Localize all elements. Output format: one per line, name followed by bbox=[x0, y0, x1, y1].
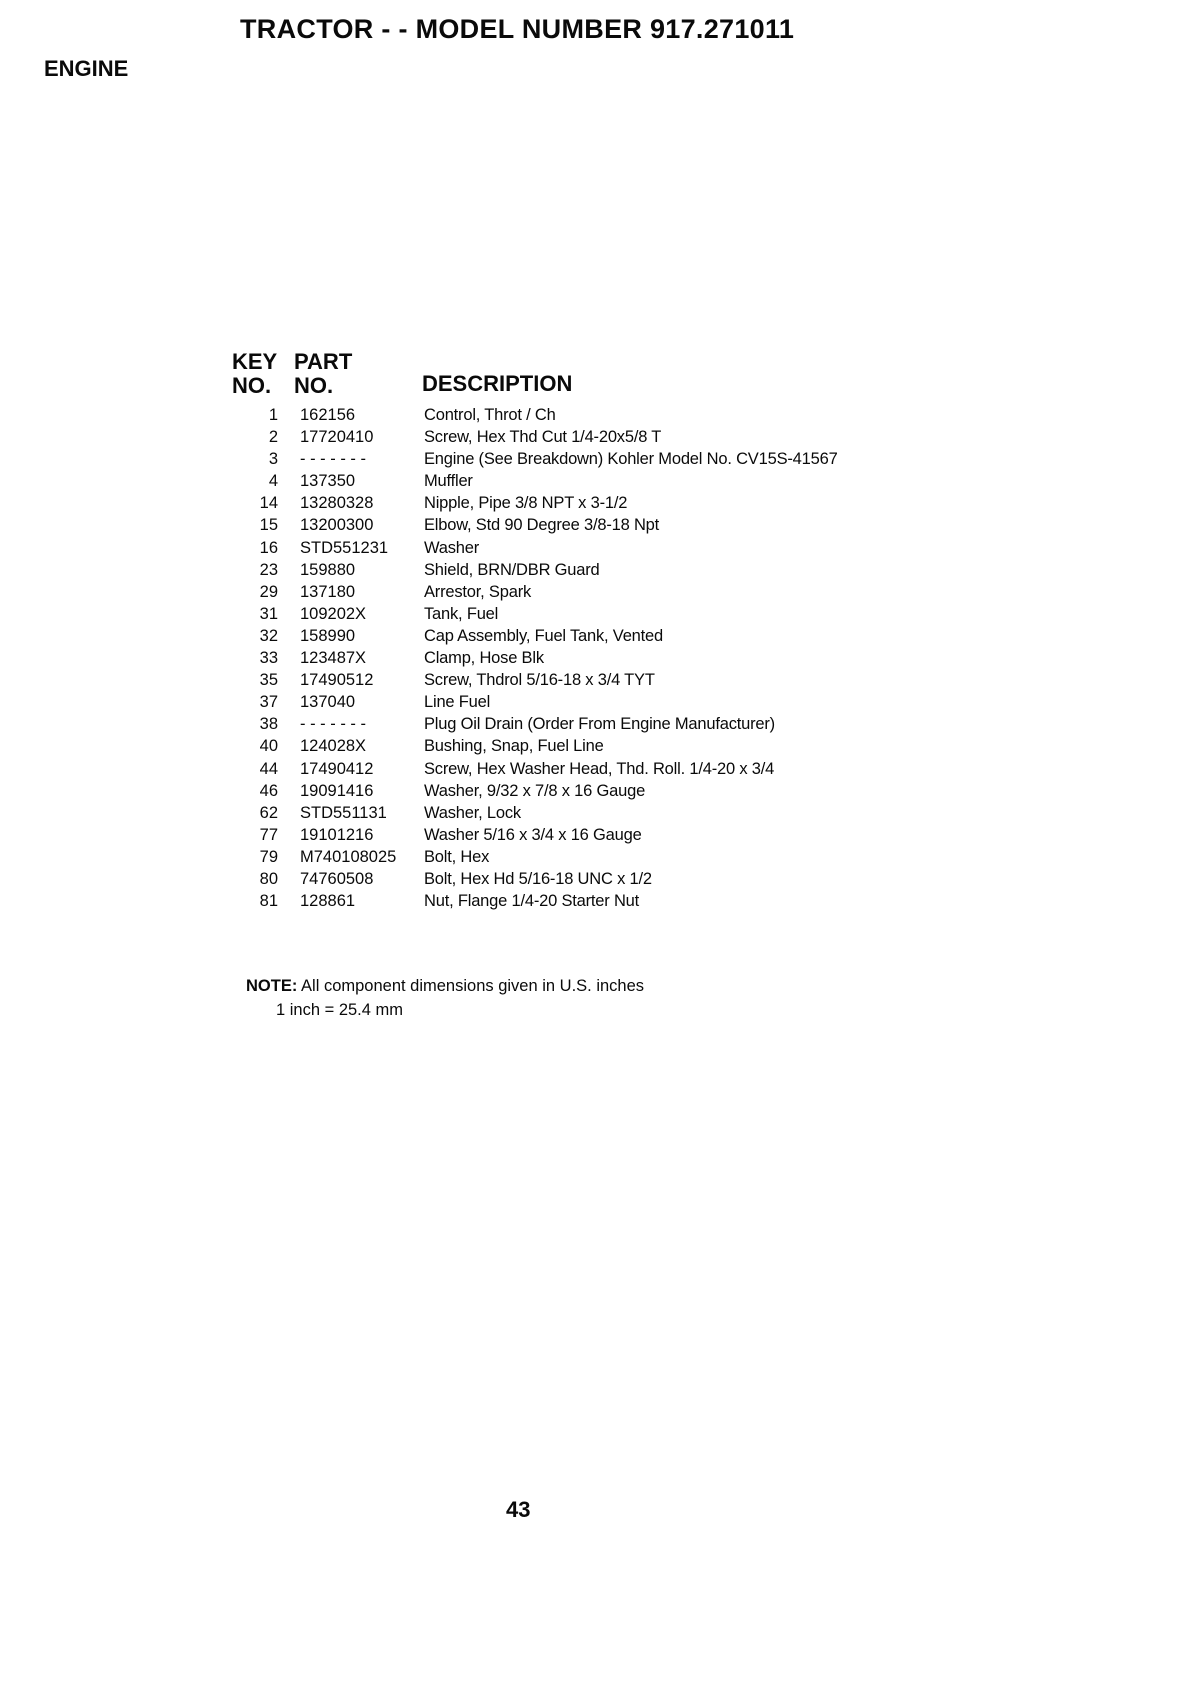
part-description: Bolt, Hex Hd 5/16-18 UNC x 1/2 bbox=[424, 869, 652, 888]
column-header-part-no bbox=[294, 350, 352, 398]
parts-row bbox=[0, 669, 1191, 691]
note-line2: 1 inch = 25.4 mm bbox=[276, 1001, 404, 1019]
part-description: Engine (See Breakdown) Kohler Model No. CV15S-41567 bbox=[424, 450, 838, 469]
parts-row bbox=[0, 735, 1191, 757]
key-number: 37 bbox=[259, 693, 278, 712]
key-number: 33 bbox=[259, 649, 278, 668]
column-header-part-line2: NO. bbox=[294, 373, 334, 398]
page-title: TRACTOR - - MODEL NUMBER 917.271011 bbox=[240, 14, 795, 44]
part-description: Bolt, Hex bbox=[424, 847, 490, 866]
part-number: 137350 bbox=[300, 472, 356, 491]
part-description: Screw, Hex Thd Cut 1/4-20x5/8 T bbox=[424, 428, 662, 447]
part-number: 124028X bbox=[300, 737, 367, 756]
part-description: Elbow, Std 90 Degree 3/8-18 Npt bbox=[424, 516, 660, 535]
part-description: Screw, Thdrol 5/16-18 x 3/4 TYT bbox=[424, 671, 655, 690]
parts-row bbox=[0, 824, 1191, 846]
column-header-part-line1: PART bbox=[294, 349, 353, 374]
part-number: 158990 bbox=[300, 626, 356, 645]
part-description: Clamp, Hose Blk bbox=[424, 649, 544, 668]
part-description: Muffler bbox=[424, 472, 473, 491]
key-number: 40 bbox=[259, 737, 278, 756]
key-number: 77 bbox=[259, 825, 278, 844]
part-description: Line Fuel bbox=[424, 693, 491, 712]
part-number: 19101216 bbox=[300, 825, 374, 844]
part-number: 13200300 bbox=[300, 516, 374, 535]
part-number: 123487X bbox=[300, 649, 367, 668]
part-description: Screw, Hex Washer Head, Thd. Roll. 1/4-20 x 3/4 bbox=[424, 759, 775, 778]
parts-row bbox=[0, 802, 1191, 824]
parts-row bbox=[0, 492, 1191, 514]
part-number: 17720410 bbox=[300, 428, 374, 447]
parts-row bbox=[0, 758, 1191, 780]
key-number: 62 bbox=[259, 803, 278, 822]
key-number: 79 bbox=[259, 847, 278, 866]
parts-row bbox=[0, 890, 1191, 912]
column-header-key-no bbox=[232, 350, 277, 398]
part-description: Washer, Lock bbox=[424, 803, 521, 822]
part-description: Nipple, Pipe 3/8 NPT x 3-1/2 bbox=[424, 494, 628, 513]
part-description: Arrestor, Spark bbox=[424, 582, 532, 601]
parts-row bbox=[0, 603, 1191, 625]
key-number: 35 bbox=[259, 671, 278, 690]
part-description: Control, Throt / Ch bbox=[424, 406, 556, 424]
key-number: 46 bbox=[259, 781, 278, 800]
part-number: 109202X bbox=[300, 604, 367, 623]
key-number: 1 bbox=[268, 406, 278, 424]
parts-row bbox=[0, 448, 1191, 470]
column-header-key-line1: KEY bbox=[232, 349, 278, 374]
part-description: Nut, Flange 1/4-20 Starter Nut bbox=[424, 892, 640, 911]
note-line1: All component dimensions given in U.S. inches bbox=[297, 977, 645, 995]
key-number: 80 bbox=[259, 869, 278, 888]
part-number: STD551131 bbox=[300, 803, 387, 822]
part-number: 74760508 bbox=[300, 869, 374, 888]
key-number: 44 bbox=[259, 759, 278, 778]
part-number: - - - - - - - bbox=[300, 715, 366, 734]
part-number: 13280328 bbox=[300, 494, 374, 513]
parts-row bbox=[0, 514, 1191, 536]
part-number: 17490512 bbox=[300, 671, 374, 690]
part-description: Washer 5/16 x 3/4 x 16 Gauge bbox=[424, 825, 642, 844]
parts-row bbox=[0, 559, 1191, 581]
parts-row bbox=[0, 404, 1191, 426]
part-description: Tank, Fuel bbox=[424, 604, 499, 623]
parts-row bbox=[0, 780, 1191, 802]
parts-row bbox=[0, 713, 1191, 735]
part-number: 137040 bbox=[300, 693, 356, 712]
part-number: 162156 bbox=[300, 406, 356, 424]
part-description: Bushing, Snap, Fuel Line bbox=[424, 737, 604, 756]
key-number: 81 bbox=[259, 892, 278, 911]
part-number: 128861 bbox=[300, 892, 356, 911]
part-description: Washer, 9/32 x 7/8 x 16 Gauge bbox=[424, 781, 646, 800]
key-number: 38 bbox=[259, 715, 278, 734]
part-description: Cap Assembly, Fuel Tank, Vented bbox=[424, 626, 663, 645]
part-number: M740108025 bbox=[300, 847, 397, 866]
parts-row bbox=[0, 426, 1191, 448]
parts-list bbox=[0, 404, 1191, 912]
parts-row bbox=[0, 537, 1191, 559]
key-number: 32 bbox=[259, 626, 278, 645]
parts-row bbox=[0, 470, 1191, 492]
part-description: Washer bbox=[424, 538, 480, 557]
part-number: 19091416 bbox=[300, 781, 374, 800]
part-number: 17490412 bbox=[300, 759, 374, 778]
key-number: 31 bbox=[259, 604, 278, 623]
key-number: 14 bbox=[259, 494, 278, 513]
dimension-note bbox=[246, 974, 644, 1022]
key-number: 2 bbox=[268, 428, 278, 447]
key-number: 3 bbox=[268, 450, 278, 469]
part-number: STD551231 bbox=[300, 538, 389, 557]
key-number: 29 bbox=[259, 582, 278, 601]
note-label: NOTE: bbox=[246, 977, 298, 995]
part-number: 159880 bbox=[300, 560, 356, 579]
part-number: - - - - - - - bbox=[300, 450, 366, 469]
key-number: 16 bbox=[259, 538, 278, 557]
key-number: 4 bbox=[268, 472, 278, 491]
part-number: 137180 bbox=[300, 582, 356, 601]
key-number: 23 bbox=[259, 560, 278, 579]
column-header-key-line2: NO. bbox=[232, 373, 272, 398]
part-description: Plug Oil Drain (Order From Engine Manufacturer) bbox=[424, 715, 775, 734]
page-number: 43 bbox=[506, 1497, 531, 1522]
section-label: ENGINE bbox=[44, 56, 129, 81]
parts-row bbox=[0, 846, 1191, 868]
key-number: 15 bbox=[259, 516, 278, 535]
parts-row bbox=[0, 581, 1191, 603]
parts-row bbox=[0, 868, 1191, 890]
part-description: Shield, BRN/DBR Guard bbox=[424, 560, 600, 579]
column-header-description: DESCRIPTION bbox=[422, 371, 573, 396]
parts-row bbox=[0, 647, 1191, 669]
parts-row bbox=[0, 691, 1191, 713]
parts-row bbox=[0, 625, 1191, 647]
